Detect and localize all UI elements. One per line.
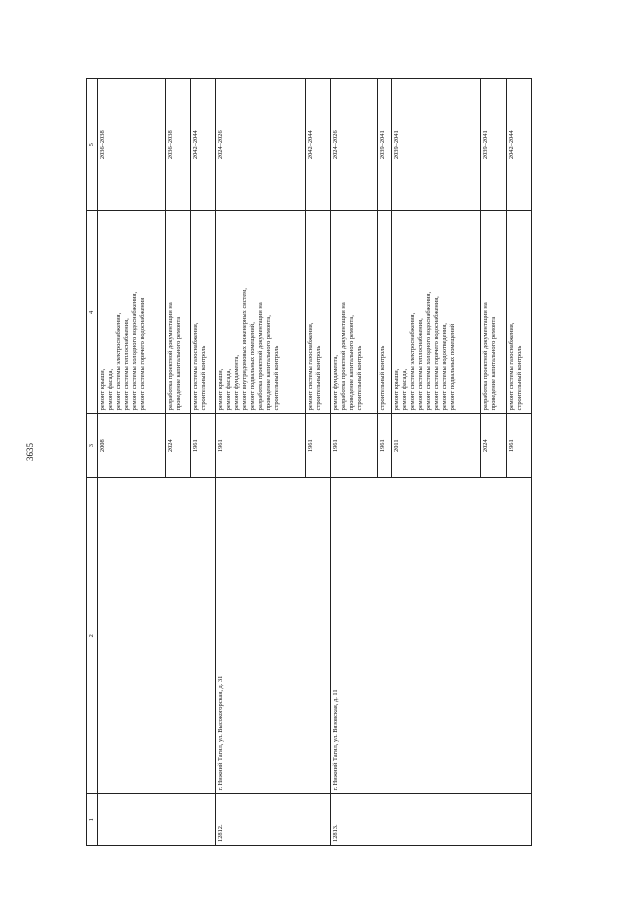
- row-works: [330, 211, 377, 414]
- header-col-5: 5: [87, 79, 98, 211]
- row-works: [216, 211, 305, 414]
- row-number: 12813.: [330, 794, 531, 846]
- row-year: 2024: [165, 414, 190, 478]
- row-period: 2036–2038: [165, 79, 190, 211]
- row-works: [165, 211, 190, 414]
- row-works: [305, 211, 330, 414]
- work-line: ремонт системы горячего водоснабжения,: [433, 296, 441, 411]
- row-address: г. Нижний Тагил, ул. Высокогорская, д. 31: [216, 478, 330, 794]
- work-line: ремонт системы теплоснабжения,: [123, 318, 130, 411]
- row-year: 2011: [392, 414, 481, 478]
- header-col-1: 1: [87, 794, 98, 846]
- work-line: разработка проектной документации на: [482, 302, 490, 411]
- row-year: 2008: [98, 414, 166, 478]
- row-works: [191, 211, 216, 414]
- work-line: ремонт системы горячего водоснабжения: [139, 297, 146, 411]
- work-line: строительный контроль: [314, 345, 322, 411]
- work-line: ремонт внутридомовых инженерных систем,: [241, 288, 249, 411]
- row-period: 2024–2026: [216, 79, 305, 211]
- row-period: 2039–2041: [377, 79, 392, 211]
- row-year: 1961: [506, 414, 531, 478]
- row-period: 2042–2044: [191, 79, 216, 211]
- work-line: проведение капитального ремонта,: [265, 315, 273, 411]
- work-line: строительный контроль: [378, 345, 386, 411]
- work-line: строительный контроль: [273, 345, 281, 411]
- work-line: разработка проектной документации на: [166, 302, 174, 411]
- header-col-3: 3: [87, 414, 98, 478]
- row-year: 1961: [191, 414, 216, 478]
- work-line: ремонт фасада,: [401, 368, 409, 411]
- table-row: [330, 79, 377, 846]
- work-line: ремонт системы холодного водоснабжения,: [131, 291, 138, 411]
- page-number: 3635: [25, 443, 35, 461]
- work-line: ремонт системы газоснабжения,: [507, 322, 515, 411]
- row-works: [392, 211, 481, 414]
- row-address: г. Нижний Тагил, ул. Вязовская, д. 11: [330, 478, 531, 794]
- work-line: разработка проектной документации на: [257, 302, 265, 411]
- table-row: [216, 79, 305, 846]
- work-line: ремонт системы электроснабжения,: [409, 312, 417, 411]
- row-year: 1961: [377, 414, 392, 478]
- capital-repair-table: [86, 78, 532, 846]
- work-line: ремонт фасада,: [107, 368, 114, 411]
- work-line: проведение капитального ремонта,: [347, 315, 355, 411]
- row-period: 2024–2026: [330, 79, 377, 211]
- work-line: проведение капитального ремонта: [174, 316, 182, 411]
- work-line: ремонт системы водоотведения,: [441, 323, 449, 411]
- work-line: ремонт крыши,: [393, 368, 401, 411]
- header-col-2: 2: [87, 478, 98, 794]
- row-year: 1961: [216, 414, 305, 478]
- work-line: ремонт крыши,: [99, 368, 106, 411]
- row-period: 2042–2044: [305, 79, 330, 211]
- header-row: [87, 79, 98, 846]
- work-line: ремонт фасада,: [225, 368, 233, 411]
- row-period: 2039–2041: [392, 79, 481, 211]
- work-line: ремонт фундамента,: [331, 355, 339, 411]
- work-line: ремонт системы газоснабжения,: [306, 322, 314, 411]
- row-works: [481, 211, 506, 414]
- row-number: 12812.: [216, 794, 330, 846]
- work-line: ремонт крыши,: [217, 368, 225, 411]
- work-line: ремонт системы холодного водоснабжения,: [425, 291, 433, 411]
- work-line: ремонт системы газоснабжения,: [192, 322, 200, 411]
- work-line: строительный контроль: [355, 345, 363, 411]
- row-year: 1961: [305, 414, 330, 478]
- row-address: [98, 478, 216, 794]
- work-line: ремонт подвальных помещений,: [249, 322, 257, 411]
- work-line: строительный контроль: [200, 345, 208, 411]
- header-col-4: 4: [87, 211, 98, 414]
- work-line: ремонт фундамента,: [233, 355, 241, 411]
- row-works: [377, 211, 392, 414]
- row-works: [506, 211, 531, 414]
- row-period: 2042–2044: [506, 79, 531, 211]
- work-line: разработка проектной документации на: [339, 302, 347, 411]
- work-line: ремонт системы электроснабжения,: [115, 312, 122, 411]
- work-line: ремонт системы теплоснабжения,: [417, 318, 425, 411]
- row-year: 2024: [481, 414, 506, 478]
- table-row: [98, 79, 166, 846]
- row-number: [98, 794, 216, 846]
- work-line: проведение капитального ремонта: [490, 316, 498, 411]
- row-works: [98, 211, 166, 414]
- row-period: 2036–2038: [98, 79, 166, 211]
- row-period: 2039–2041: [481, 79, 506, 211]
- work-line: строительный контроль: [515, 345, 523, 411]
- work-line: ремонт подвальных помещений: [449, 323, 457, 411]
- row-year: 1961: [330, 414, 377, 478]
